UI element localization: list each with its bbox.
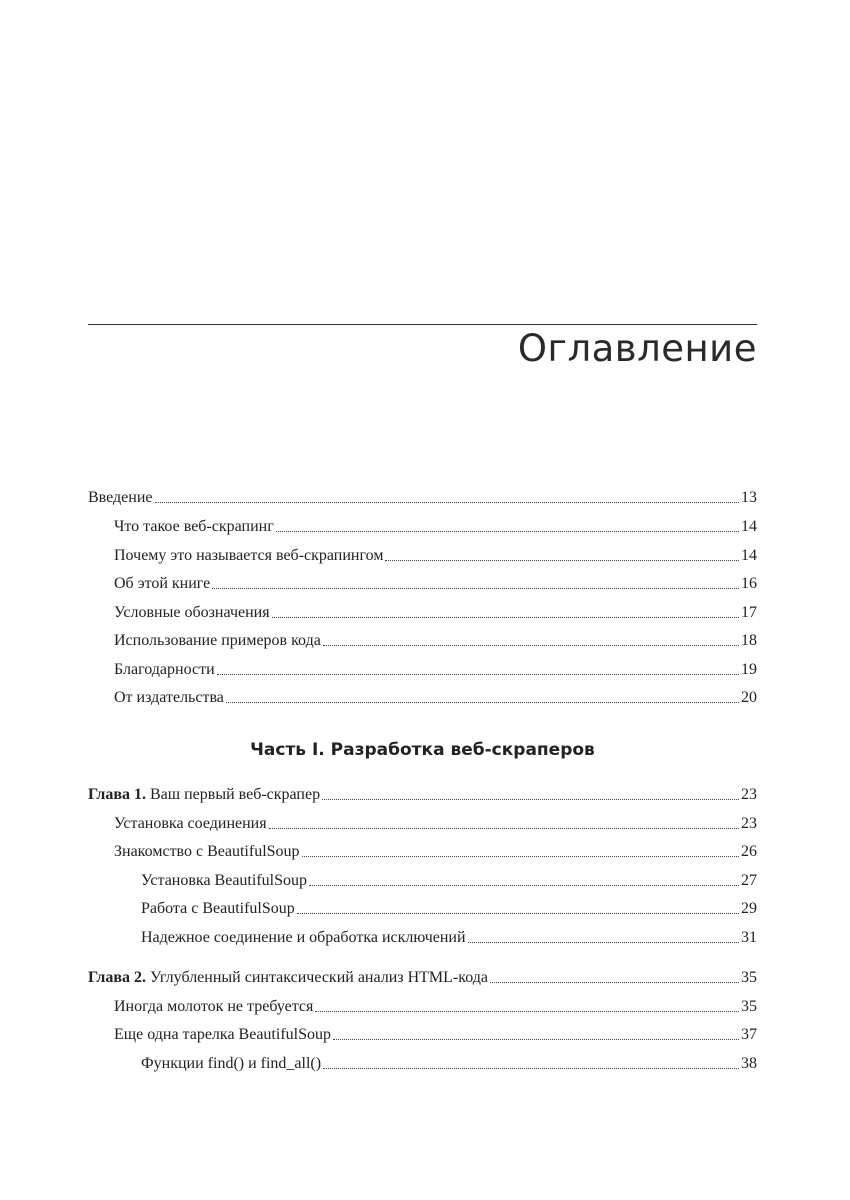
- toc-page-number: 20: [741, 689, 757, 706]
- toc-page-number: 13: [741, 489, 757, 506]
- toc-entry[interactable]: [88, 657, 757, 679]
- toc-entry-label: Установка BeautifulSoup: [141, 872, 307, 889]
- toc-entry[interactable]: [88, 685, 757, 707]
- toc-entry[interactable]: [88, 896, 757, 918]
- toc-entry-label: [88, 969, 488, 987]
- dot-leader: [468, 941, 739, 943]
- toc-entry[interactable]: [88, 994, 757, 1016]
- toc-entry[interactable]: [88, 1022, 757, 1044]
- chapter-title: Ваш первый веб-скрапер: [150, 786, 321, 803]
- dot-leader: [302, 855, 739, 857]
- toc-page-number: 29: [741, 900, 757, 917]
- dot-leader: [323, 1067, 739, 1069]
- toc-page-number: 17: [741, 604, 757, 621]
- toc-entry-label: От издательства: [114, 689, 224, 706]
- toc-entry-label: Условные обозначения: [114, 604, 270, 621]
- dot-leader: [269, 827, 739, 829]
- toc-entry[interactable]: [88, 628, 757, 650]
- toc-entry-label: Что такое веб-скрапинг: [114, 518, 274, 535]
- chapter-prefix: Глава 2.: [88, 969, 146, 986]
- toc-entry[interactable]: [88, 839, 757, 861]
- toc-entry-label: Введение: [88, 489, 153, 506]
- toc-entry-intro[interactable]: [88, 485, 757, 507]
- dot-leader: [333, 1038, 739, 1040]
- toc-entry-label: Еще одна тарелка BeautifulSoup: [114, 1026, 331, 1043]
- toc-chapter-2[interactable]: [88, 965, 757, 987]
- toc-page-number: 37: [741, 1026, 757, 1043]
- dot-leader: [322, 798, 739, 800]
- toc-page-number: 16: [741, 575, 757, 592]
- dot-leader: [385, 559, 739, 561]
- toc-entry-label: Благодарности: [114, 661, 215, 678]
- dot-leader: [309, 884, 739, 886]
- dot-leader: [226, 701, 739, 703]
- toc-entry-label: Об этой книге: [114, 575, 211, 592]
- toc-entry-label: Функции find() и find_all(): [141, 1055, 322, 1072]
- dot-leader: [315, 1010, 739, 1012]
- toc-page-number: 14: [741, 547, 757, 564]
- toc-entry[interactable]: [88, 868, 757, 890]
- toc-entry-label: Иногда молоток не требуется: [114, 998, 314, 1015]
- toc-page-number: 23: [741, 815, 757, 832]
- toc-entry[interactable]: [88, 543, 757, 565]
- toc-chapter-1[interactable]: [88, 782, 757, 804]
- toc-entry-label: Использование примеров кода: [114, 632, 321, 649]
- dot-leader: [212, 587, 739, 589]
- toc-page-number: 14: [741, 518, 757, 535]
- toc-entry-label: Знакомство с BeautifulSoup: [114, 843, 300, 860]
- chapter-title: Углубленный синтаксический анализ HTML-кода: [150, 969, 488, 986]
- dot-leader: [276, 530, 739, 532]
- toc-entry[interactable]: [88, 600, 757, 622]
- toc-page-number: 35: [741, 969, 757, 986]
- dot-leader: [490, 981, 739, 983]
- dot-leader: [217, 673, 739, 675]
- dot-leader: [272, 616, 739, 618]
- toc-page-number: 35: [741, 998, 757, 1015]
- dot-leader: [297, 912, 739, 914]
- toc-entry[interactable]: [88, 571, 757, 593]
- dot-leader: [155, 501, 740, 503]
- title-rule: [88, 324, 757, 325]
- toc-page-number: 18: [741, 632, 757, 649]
- toc-entry-label: Установка соединения: [114, 815, 267, 832]
- toc-entry[interactable]: [88, 514, 757, 536]
- chapter-prefix: Глава 1.: [88, 786, 146, 803]
- toc-entry[interactable]: [88, 925, 757, 947]
- toc-page-number: 19: [741, 661, 757, 678]
- part-heading: Часть I. Разработка веб-скраперов: [250, 740, 595, 760]
- toc-page-number: 23: [741, 786, 757, 803]
- toc-entry-label: Надежное соединение и обработка исключений: [141, 929, 466, 946]
- dot-leader: [323, 644, 739, 646]
- toc-entry-label: Почему это называется веб-скрапингом: [114, 547, 384, 564]
- toc-entry[interactable]: [88, 811, 757, 833]
- toc-page-number: 31: [741, 929, 757, 946]
- toc-entry-label: [88, 786, 320, 804]
- toc-page-number: 38: [741, 1055, 757, 1072]
- toc-entry-label: Работа с BeautifulSoup: [141, 900, 295, 917]
- page-title: Оглавление: [517, 327, 757, 370]
- toc-page-number: 26: [741, 843, 757, 860]
- toc-page-number: 27: [741, 872, 757, 889]
- toc-entry[interactable]: [88, 1051, 757, 1073]
